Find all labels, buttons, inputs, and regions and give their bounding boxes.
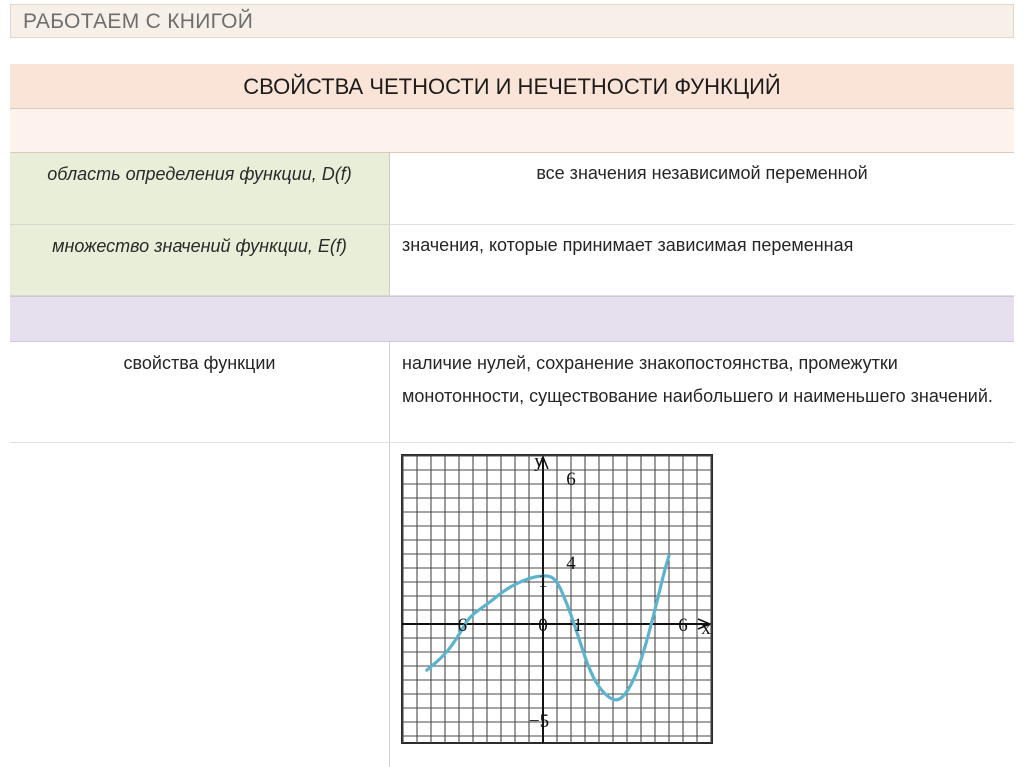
- table-lavender-row: [10, 296, 1014, 342]
- x-tick-label: −6: [446, 615, 468, 636]
- table-row-properties-term: [10, 342, 390, 443]
- table-spacer-row: [10, 109, 1014, 153]
- table-row-range-definition: [390, 225, 1014, 296]
- y-axis-label: y: [534, 451, 544, 472]
- definition-domain: все значения независимой переменной: [536, 163, 868, 183]
- table-row-domain-term: [10, 153, 390, 225]
- function-graph: [390, 443, 1014, 767]
- definition-range: значения, которые принимает зависимая переменная: [402, 235, 854, 255]
- table-row-properties-definition: [390, 342, 1014, 443]
- y-tick-label: 4: [566, 553, 576, 574]
- x-tick-label: 0: [538, 615, 548, 636]
- term-properties: свойства функции: [123, 353, 276, 373]
- table-title: СВОЙСТВА ЧЕТНОСТИ И НЕЧЕТНОСТИ ФУНКЦИЙ: [243, 74, 781, 99]
- table-title-row: [10, 64, 1014, 109]
- slide-header: [10, 4, 1014, 38]
- table-row-range-term: [10, 225, 390, 296]
- header-title: РАБОТАЕМ С КНИГОЙ: [23, 10, 254, 33]
- table-row-domain-definition: [390, 153, 1014, 225]
- x-axis-label: x: [701, 618, 711, 639]
- term-domain: область определения функции, D(f): [47, 164, 352, 184]
- definition-properties: наличие нулей, сохранение знакопостоянства, промежутки монотонности, существование наибольшего и наименьшего значений.: [402, 353, 993, 406]
- y-tick-label: 1: [538, 571, 548, 592]
- graph-cell: [390, 443, 1014, 767]
- y-tick-label: −5: [528, 711, 550, 732]
- properties-table: [10, 64, 1014, 767]
- term-range: множество значений функции, E(f): [52, 236, 347, 256]
- table-row-graph-empty: [10, 443, 390, 767]
- x-tick-label: 1: [573, 615, 583, 636]
- y-tick-label: 6: [566, 469, 576, 490]
- x-tick-label: 6: [678, 615, 688, 636]
